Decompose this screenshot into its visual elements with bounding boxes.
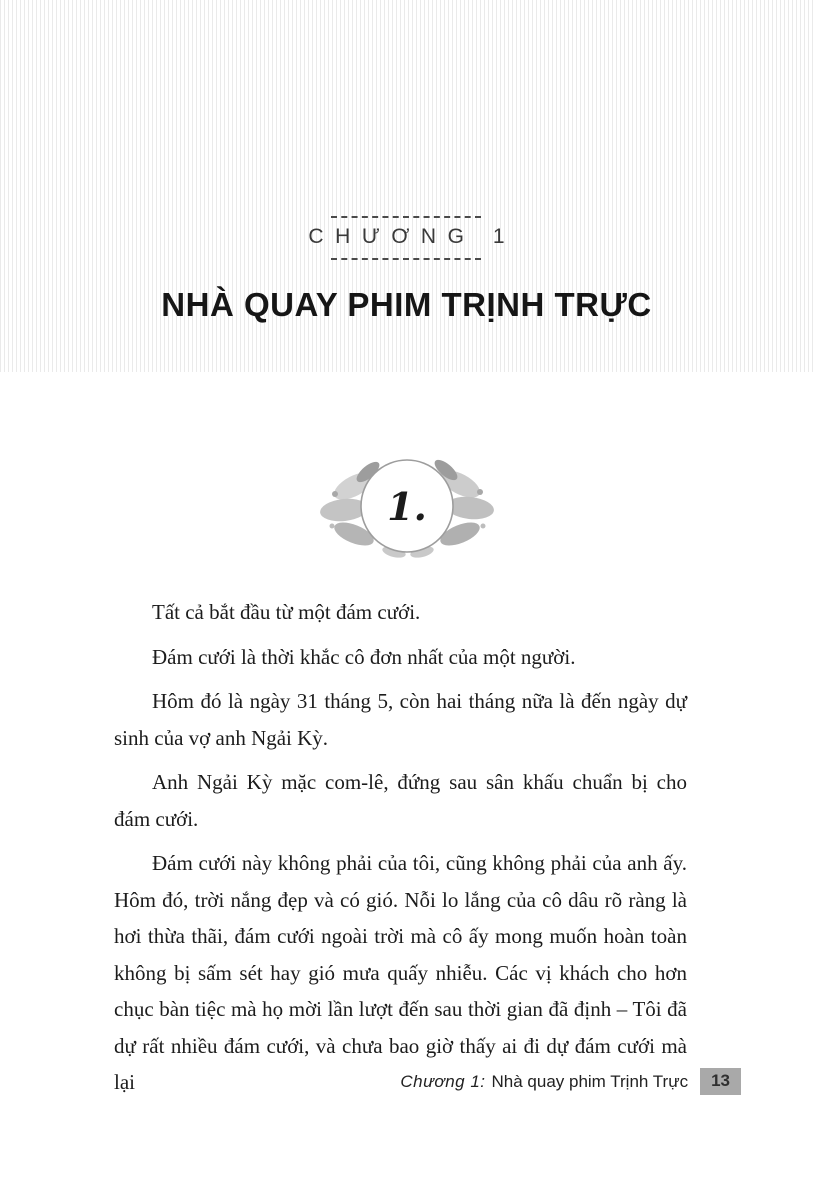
page-number-badge: 13 [700,1068,741,1095]
section-number: 1. [386,484,427,529]
paragraph: Tất cả bắt đầu từ một đám cưới. [152,600,421,624]
paragraph: Anh Ngải Kỳ mặc com-lê, đứng sau sân khấu chuẩn bị cho đám cưới. [114,770,687,831]
footer-chapter-ref: Chương 1: [400,1071,486,1091]
chapter-title: NHÀ QUAY PHIM TRỊNH TRỰC [161,286,652,323]
floral-ornament-icon [302,444,512,566]
dashed-line-bottom [331,258,481,260]
chapter-label: CHƯƠNG 1 [308,225,517,248]
paragraph: Hôm đó là ngày 31 tháng 5, còn hai tháng nữa là đến ngày dự sinh của vợ anh Ngải Kỳ. [114,689,687,750]
paragraph: Đám cưới là thời khắc cô đơn nhất của một người. [152,644,576,669]
chapter-header [0,0,813,372]
paragraph: Đám cưới này không phải của tôi, cũng không phải của anh ấy. Hôm đó, trời nắng đẹp và có gió. Nỗi lo lắng của cô dâu rõ ràng là hơi thừa thãi, đám cưới ngoài trời mà cô ấy mong muốn hoàn toàn không bị sấm sét hay gió mưa quấy nhiễu. Các vị khách cho hơn chục bàn tiệc mà họ mời lần lượt đến sau thời gian đã định – Tôi đã dự rất nhiều đám cưới, và chưa bao giờ thấy ai đi dự đám cưới mà lại [114,851,687,1095]
body-text [0,594,813,1101]
chapter-label-block [297,216,516,260]
page-footer [400,1068,741,1095]
section-ornament [302,444,512,566]
dashed-line-top [331,216,481,218]
footer-chapter-title: Nhà quay phim Trịnh Trực [491,1071,689,1091]
